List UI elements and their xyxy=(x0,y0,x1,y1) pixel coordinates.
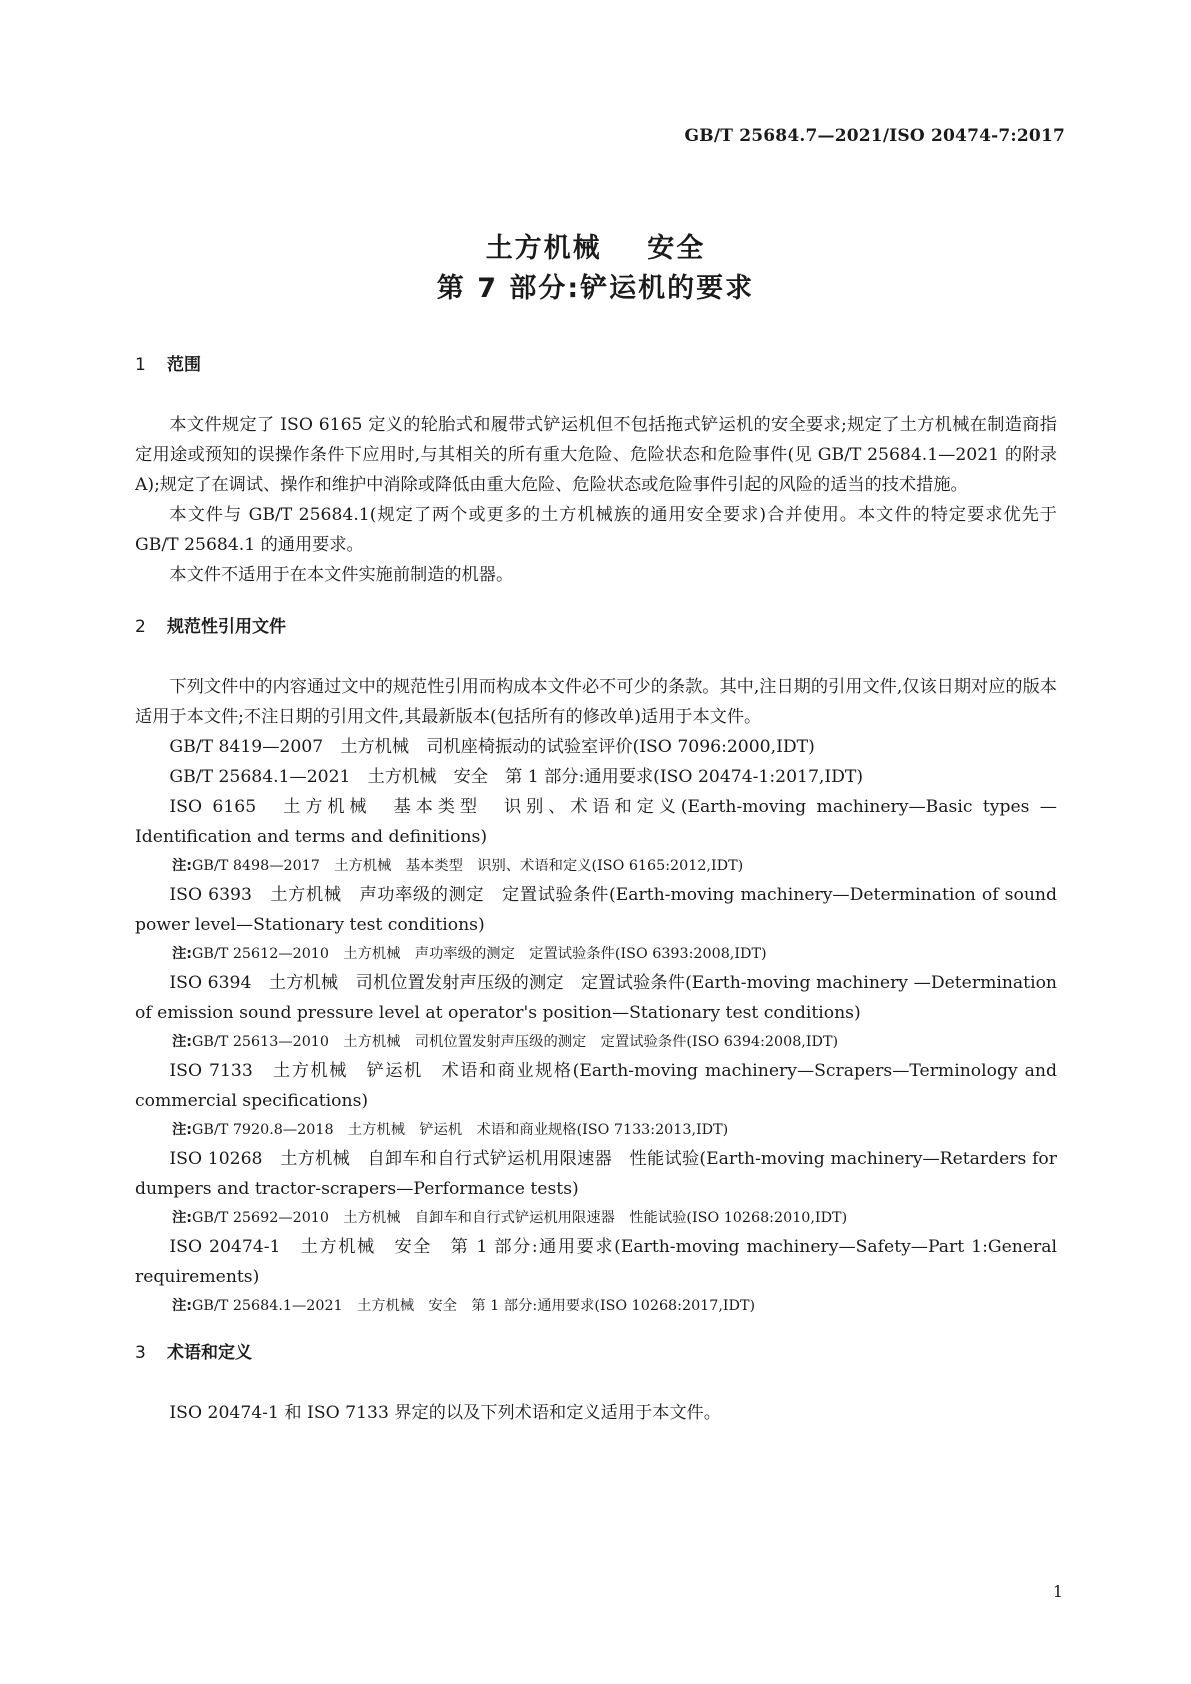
section-2-heading xyxy=(135,612,1057,642)
note-label: 注: xyxy=(172,858,193,874)
reference-iso-6165: ISO 6165 土方机械 基本类型 识别、术语和定义(Earth-moving machinery—Basic types — Identification and terms and definitions) xyxy=(135,797,1057,847)
note-label: 注: xyxy=(172,1122,193,1138)
page-number: 1 xyxy=(1052,1582,1063,1601)
reference-iso-7133: ISO 7133 土方机械 铲运机 术语和商业规格(Earth-moving machinery—Scrapers—Terminology and commercial specifications) xyxy=(135,1061,1057,1111)
note-label: 注: xyxy=(172,1298,193,1314)
references-intro: 下列文件中的内容通过文中的规范性引用而构成本文件必不可少的条款。其中,注日期的引用文件,仅该日期对应的版本适用于本文件;不注日期的引用文件,其最新版本(包括所有的修改单)适用于本文件。 xyxy=(135,677,1057,727)
document-body xyxy=(135,350,1057,1428)
reference-iso-6394: ISO 6394 土方机械 司机位置发射声压级的测定 定置试验条件(Earth-moving machinery —Determination of emission sound pressure level at operator's position—Stationary test conditions) xyxy=(135,973,1057,1023)
note-label: 注: xyxy=(172,1210,193,1226)
note-iso-20474-1 xyxy=(135,1292,1057,1320)
section-1-number: 1 xyxy=(135,355,146,375)
note-iso-6165 xyxy=(135,852,1057,880)
section-1-title: 范围 xyxy=(167,355,201,375)
reference-gbt-8419: GB/T 8419—2007 土方机械 司机座椅振动的试验室评价(ISO 7096:2000,IDT) xyxy=(169,737,815,757)
scope-paragraph-1: 本文件规定了 ISO 6165 定义的轮胎式和履带式铲运机但不包括拖式铲运机的安全要求;规定了土方机械在制造商指定用途或预知的误操作条件下应用时,与其相关的所有重大危险、危险状态和危险事件(见 GB/T 25684.1—2021 的附录 A);规定了在调试、操作和维护中消除或降低由重大危险、危险状态或危险事件引起的风险的适当的技术措施。 xyxy=(135,415,1057,495)
note-iso-6394 xyxy=(135,1028,1057,1056)
note-text: GB/T 25612—2010 土方机械 声功率级的测定 定置试验条件(ISO 6393:2008,IDT) xyxy=(192,946,767,962)
note-text: GB/T 25684.1—2021 土方机械 安全 第 1 部分:通用要求(ISO 10268:2017,IDT) xyxy=(192,1298,756,1314)
document-title-line1: 土方机械 安全 xyxy=(485,233,706,264)
reference-gbt-25684-1: GB/T 25684.1—2021 土方机械 安全 第 1 部分:通用要求(ISO 20474-1:2017,IDT) xyxy=(169,767,864,787)
standard-code: GB/T 25684.7—2021/ISO 20474-7:2017 xyxy=(684,126,1065,146)
terms-paragraph: ISO 20474-1 和 ISO 7133 界定的以及下列术语和定义适用于本文件。 xyxy=(169,1403,721,1423)
section-2-number: 2 xyxy=(135,617,146,637)
note-iso-7133 xyxy=(135,1116,1057,1144)
section-3-title: 术语和定义 xyxy=(167,1343,252,1363)
note-text: GB/T 25613—2010 土方机械 司机位置发射声压级的测定 定置试验条件(ISO 6394:2008,IDT) xyxy=(192,1034,839,1050)
note-text: GB/T 25692—2010 土方机械 自卸车和自行式铲运机用限速器 性能试验(ISO 10268:2010,IDT) xyxy=(192,1210,848,1226)
section-3-number: 3 xyxy=(135,1343,146,1363)
note-label: 注: xyxy=(172,1034,193,1050)
note-text: GB/T 8498—2017 土方机械 基本类型 识别、术语和定义(ISO 6165:2012,IDT) xyxy=(192,858,744,874)
reference-iso-6393: ISO 6393 土方机械 声功率级的测定 定置试验条件(Earth-moving machinery—Determination of sound power level—Stationary test conditions) xyxy=(135,885,1057,935)
reference-iso-10268: ISO 10268 土方机械 自卸车和自行式铲运机用限速器 性能试验(Earth-moving machinery—Retarders for dumpers and tractor-scrapers—Performance tests) xyxy=(135,1149,1057,1199)
note-iso-10268 xyxy=(135,1204,1057,1232)
note-text: GB/T 7920.8—2018 土方机械 铲运机 术语和商业规格(ISO 7133:2013,IDT) xyxy=(192,1122,729,1138)
section-2-title: 规范性引用文件 xyxy=(167,617,286,637)
section-3-heading xyxy=(135,1338,1057,1368)
section-1-heading xyxy=(135,350,1057,380)
note-label: 注: xyxy=(172,946,193,962)
scope-paragraph-3: 本文件不适用于在本文件实施前制造的机器。 xyxy=(169,565,514,585)
reference-iso-20474-1: ISO 20474-1 土方机械 安全 第 1 部分:通用要求(Earth-moving machinery—Safety—Part 1:General requirements) xyxy=(135,1237,1057,1287)
document-title-line2: 第 7 部分:铲运机的要求 xyxy=(436,273,755,304)
scope-paragraph-2: 本文件与 GB/T 25684.1(规定了两个或更多的土方机械族的通用安全要求)合并使用。本文件的特定要求优先于 GB/T 25684.1 的通用要求。 xyxy=(135,505,1057,555)
note-iso-6393 xyxy=(135,940,1057,968)
